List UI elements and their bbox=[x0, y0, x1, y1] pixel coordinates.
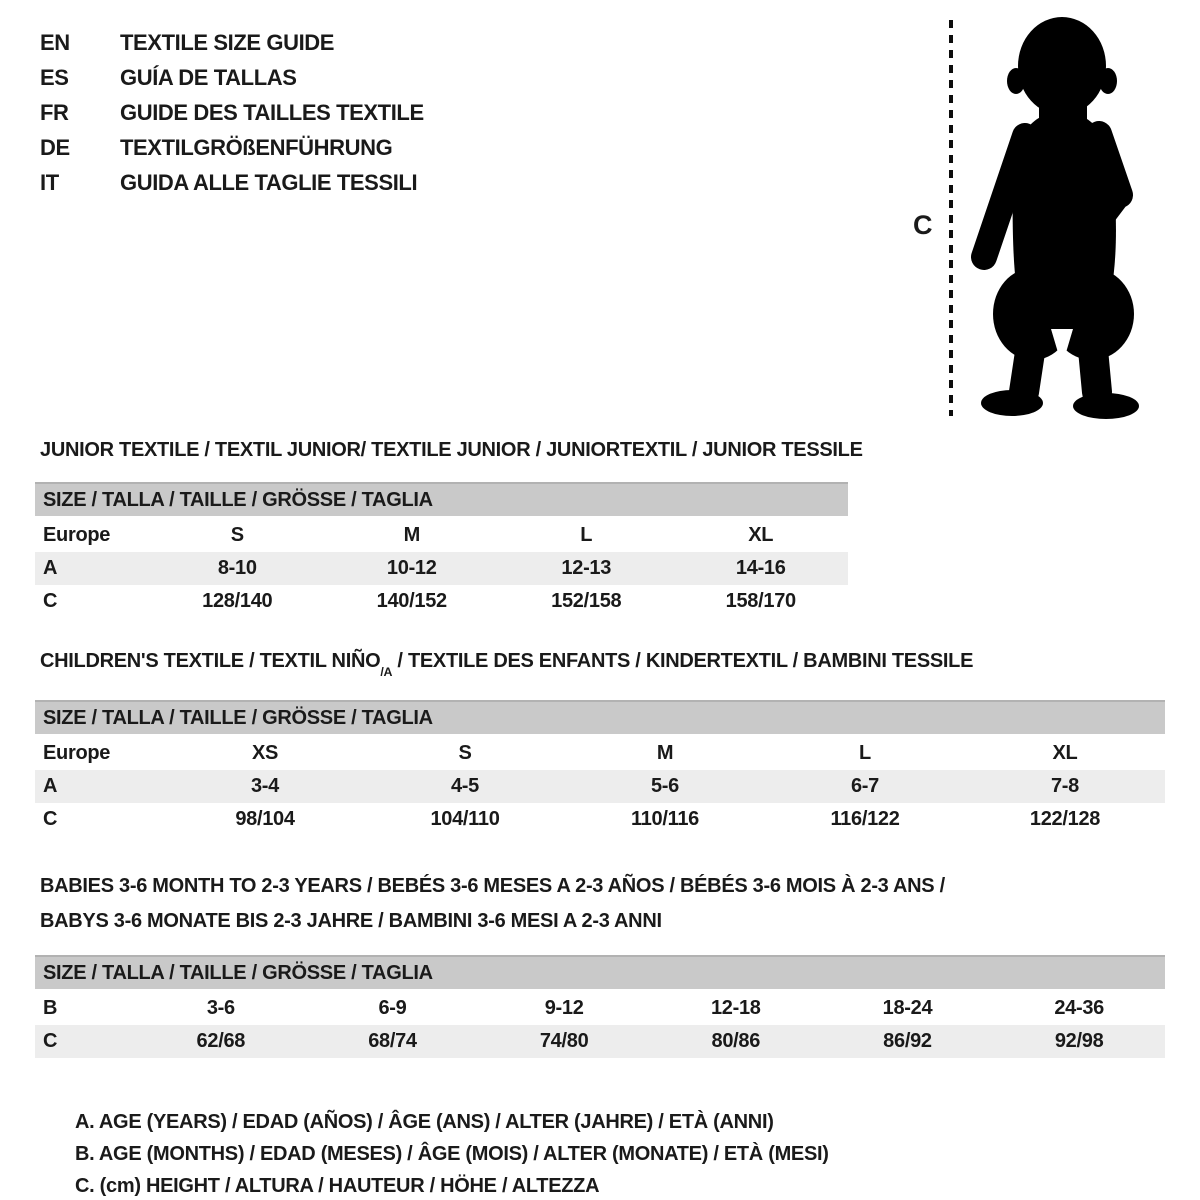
table-cell: 6-9 bbox=[378, 997, 407, 1019]
table-cell: 152/158 bbox=[551, 590, 622, 612]
table-cell: 62/68 bbox=[196, 1030, 246, 1052]
babies-title-line1: BABIES 3-6 MONTH TO 2-3 YEARS / BEBÉS 3-6 MESES A 2-3 AÑOS / BÉBÉS 3-6 MOIS À 2-3 ANS / bbox=[40, 875, 945, 897]
footnotes bbox=[75, 1106, 1165, 1200]
language-title: TEXTILE SIZE GUIDE bbox=[120, 30, 335, 55]
table-cell: 3-6 bbox=[206, 997, 235, 1019]
row-label: C bbox=[43, 590, 58, 612]
row-label: Europe bbox=[43, 742, 111, 764]
table-row bbox=[35, 992, 1165, 1025]
language-code: FR bbox=[40, 100, 69, 125]
table-cell: S bbox=[230, 524, 244, 546]
table-cell: 5-6 bbox=[650, 775, 679, 797]
table-cell: 116/122 bbox=[830, 808, 900, 830]
table-cell: L bbox=[580, 524, 593, 546]
table-cell: 7-8 bbox=[1050, 775, 1079, 797]
table-row bbox=[35, 770, 1165, 803]
table-cell: 3-4 bbox=[250, 775, 279, 797]
size-header-cell: SIZE / TALLA / TAILLE / GRÖSSE / TAGLIA bbox=[35, 955, 1165, 992]
table-cell: 8-10 bbox=[217, 557, 257, 579]
table-cell: 74/80 bbox=[539, 1030, 589, 1052]
table-cell: 6-7 bbox=[850, 775, 879, 797]
table-cell: 80/86 bbox=[711, 1030, 761, 1052]
language-title: GUÍA DE TALLAS bbox=[120, 65, 297, 90]
language-code: IT bbox=[40, 170, 59, 195]
table-cell: 10-12 bbox=[386, 557, 437, 579]
table-cell: 122/128 bbox=[1029, 808, 1101, 830]
row-label: A bbox=[43, 557, 58, 579]
table-cell: S bbox=[458, 742, 472, 764]
junior-section-title: JUNIOR TEXTILE / TEXTIL JUNIOR/ TEXTILE JUNIOR / JUNIORTEXTIL / JUNIOR TESSILE bbox=[40, 439, 863, 461]
size-header-row bbox=[35, 955, 1165, 992]
table-cell: 104/110 bbox=[430, 808, 500, 830]
table-cell: 12-18 bbox=[710, 997, 761, 1019]
language-code: EN bbox=[40, 30, 70, 55]
language-row bbox=[40, 170, 424, 205]
children-section bbox=[35, 649, 1165, 836]
babies-section bbox=[35, 869, 1165, 1058]
row-label: C bbox=[43, 808, 58, 830]
row-label: C bbox=[43, 1030, 58, 1052]
language-row bbox=[40, 65, 424, 100]
height-measure-dashed-line bbox=[949, 20, 953, 416]
table-cell: XL bbox=[1052, 742, 1078, 764]
size-header-row bbox=[35, 482, 848, 519]
table-row bbox=[35, 1025, 1165, 1058]
table-cell: 68/74 bbox=[368, 1030, 417, 1052]
table-cell: 4-5 bbox=[450, 775, 479, 797]
table-row bbox=[35, 585, 848, 618]
table-cell: 14-16 bbox=[735, 557, 786, 579]
language-list bbox=[40, 30, 424, 205]
footnote-a: A. AGE (YEARS) / EDAD (AÑOS) / ÂGE (ANS) / ALTER (JAHRE) / ETÀ (ANNI) bbox=[75, 1111, 774, 1133]
language-code: DE bbox=[40, 135, 70, 160]
children-size-table bbox=[35, 700, 1165, 836]
footnote-c: C. (cm) HEIGHT / ALTURA / HAUTEUR / HÖHE / ALTEZZA bbox=[75, 1175, 600, 1197]
babies-size-table bbox=[35, 955, 1165, 1058]
language-row bbox=[40, 30, 424, 65]
header bbox=[0, 0, 1200, 432]
toddler-silhouette-icon bbox=[967, 14, 1151, 419]
table-cell: 12-13 bbox=[561, 557, 612, 579]
row-label: A bbox=[43, 775, 58, 797]
table-cell: 24-36 bbox=[1054, 997, 1104, 1019]
table-cell: 98/104 bbox=[235, 808, 295, 830]
language-code: ES bbox=[40, 65, 69, 90]
junior-section bbox=[35, 438, 1165, 618]
language-title: GUIDE DES TAILLES TEXTILE bbox=[120, 100, 424, 125]
table-cell: L bbox=[859, 742, 871, 764]
children-title-pre: CHILDREN'S TEXTILE / TEXTIL NIÑO bbox=[40, 650, 381, 672]
row-label: B bbox=[43, 997, 58, 1019]
height-figure bbox=[905, 14, 1195, 424]
junior-size-table bbox=[35, 482, 848, 618]
content bbox=[0, 438, 1200, 1200]
table-cell: 158/170 bbox=[725, 590, 796, 612]
size-header-cell: SIZE / TALLA / TAILLE / GRÖSSE / TAGLIA bbox=[35, 482, 848, 519]
language-title: TEXTILGRÖßENFÜHRUNG bbox=[120, 135, 393, 160]
babies-section-title bbox=[40, 869, 1165, 939]
table-cell: 140/152 bbox=[376, 590, 447, 612]
row-label: Europe bbox=[43, 524, 111, 546]
table-cell: 18-24 bbox=[882, 997, 933, 1019]
table-row bbox=[35, 519, 848, 552]
table-cell: 110/116 bbox=[631, 808, 699, 830]
language-row bbox=[40, 135, 424, 170]
table-cell: XL bbox=[748, 524, 774, 546]
table-row bbox=[35, 552, 848, 585]
table-row bbox=[35, 803, 1165, 836]
table-cell: M bbox=[656, 742, 674, 764]
language-row bbox=[40, 100, 424, 135]
children-title-post: / TEXTILE DES ENFANTS / KINDERTEXTIL / BAMBINI TESSILE bbox=[392, 650, 974, 672]
height-measure-label: C bbox=[913, 210, 933, 240]
table-cell: 86/92 bbox=[883, 1030, 932, 1052]
footnote-b: B. AGE (MONTHS) / EDAD (MESES) / ÂGE (MOIS) / ALTER (MONATE) / ETÀ (MESI) bbox=[75, 1143, 829, 1165]
table-row bbox=[35, 737, 1165, 770]
language-title: GUIDA ALLE TAGLIE TESSILI bbox=[120, 170, 418, 195]
table-cell: 128/140 bbox=[202, 590, 273, 612]
size-header-row bbox=[35, 700, 1165, 737]
children-title-sub: /A bbox=[380, 665, 393, 679]
table-cell: M bbox=[403, 524, 420, 546]
table-cell: 9-12 bbox=[544, 997, 584, 1019]
children-section-title bbox=[40, 649, 1165, 680]
table-cell: XS bbox=[251, 742, 279, 764]
babies-title-line2: BABYS 3-6 MONATE BIS 2-3 JAHRE / BAMBINI 3-6 MESI A 2-3 ANNI bbox=[40, 910, 662, 932]
table-cell: 92/98 bbox=[1054, 1030, 1104, 1052]
size-header-cell: SIZE / TALLA / TAILLE / GRÖSSE / TAGLIA bbox=[35, 700, 1165, 737]
